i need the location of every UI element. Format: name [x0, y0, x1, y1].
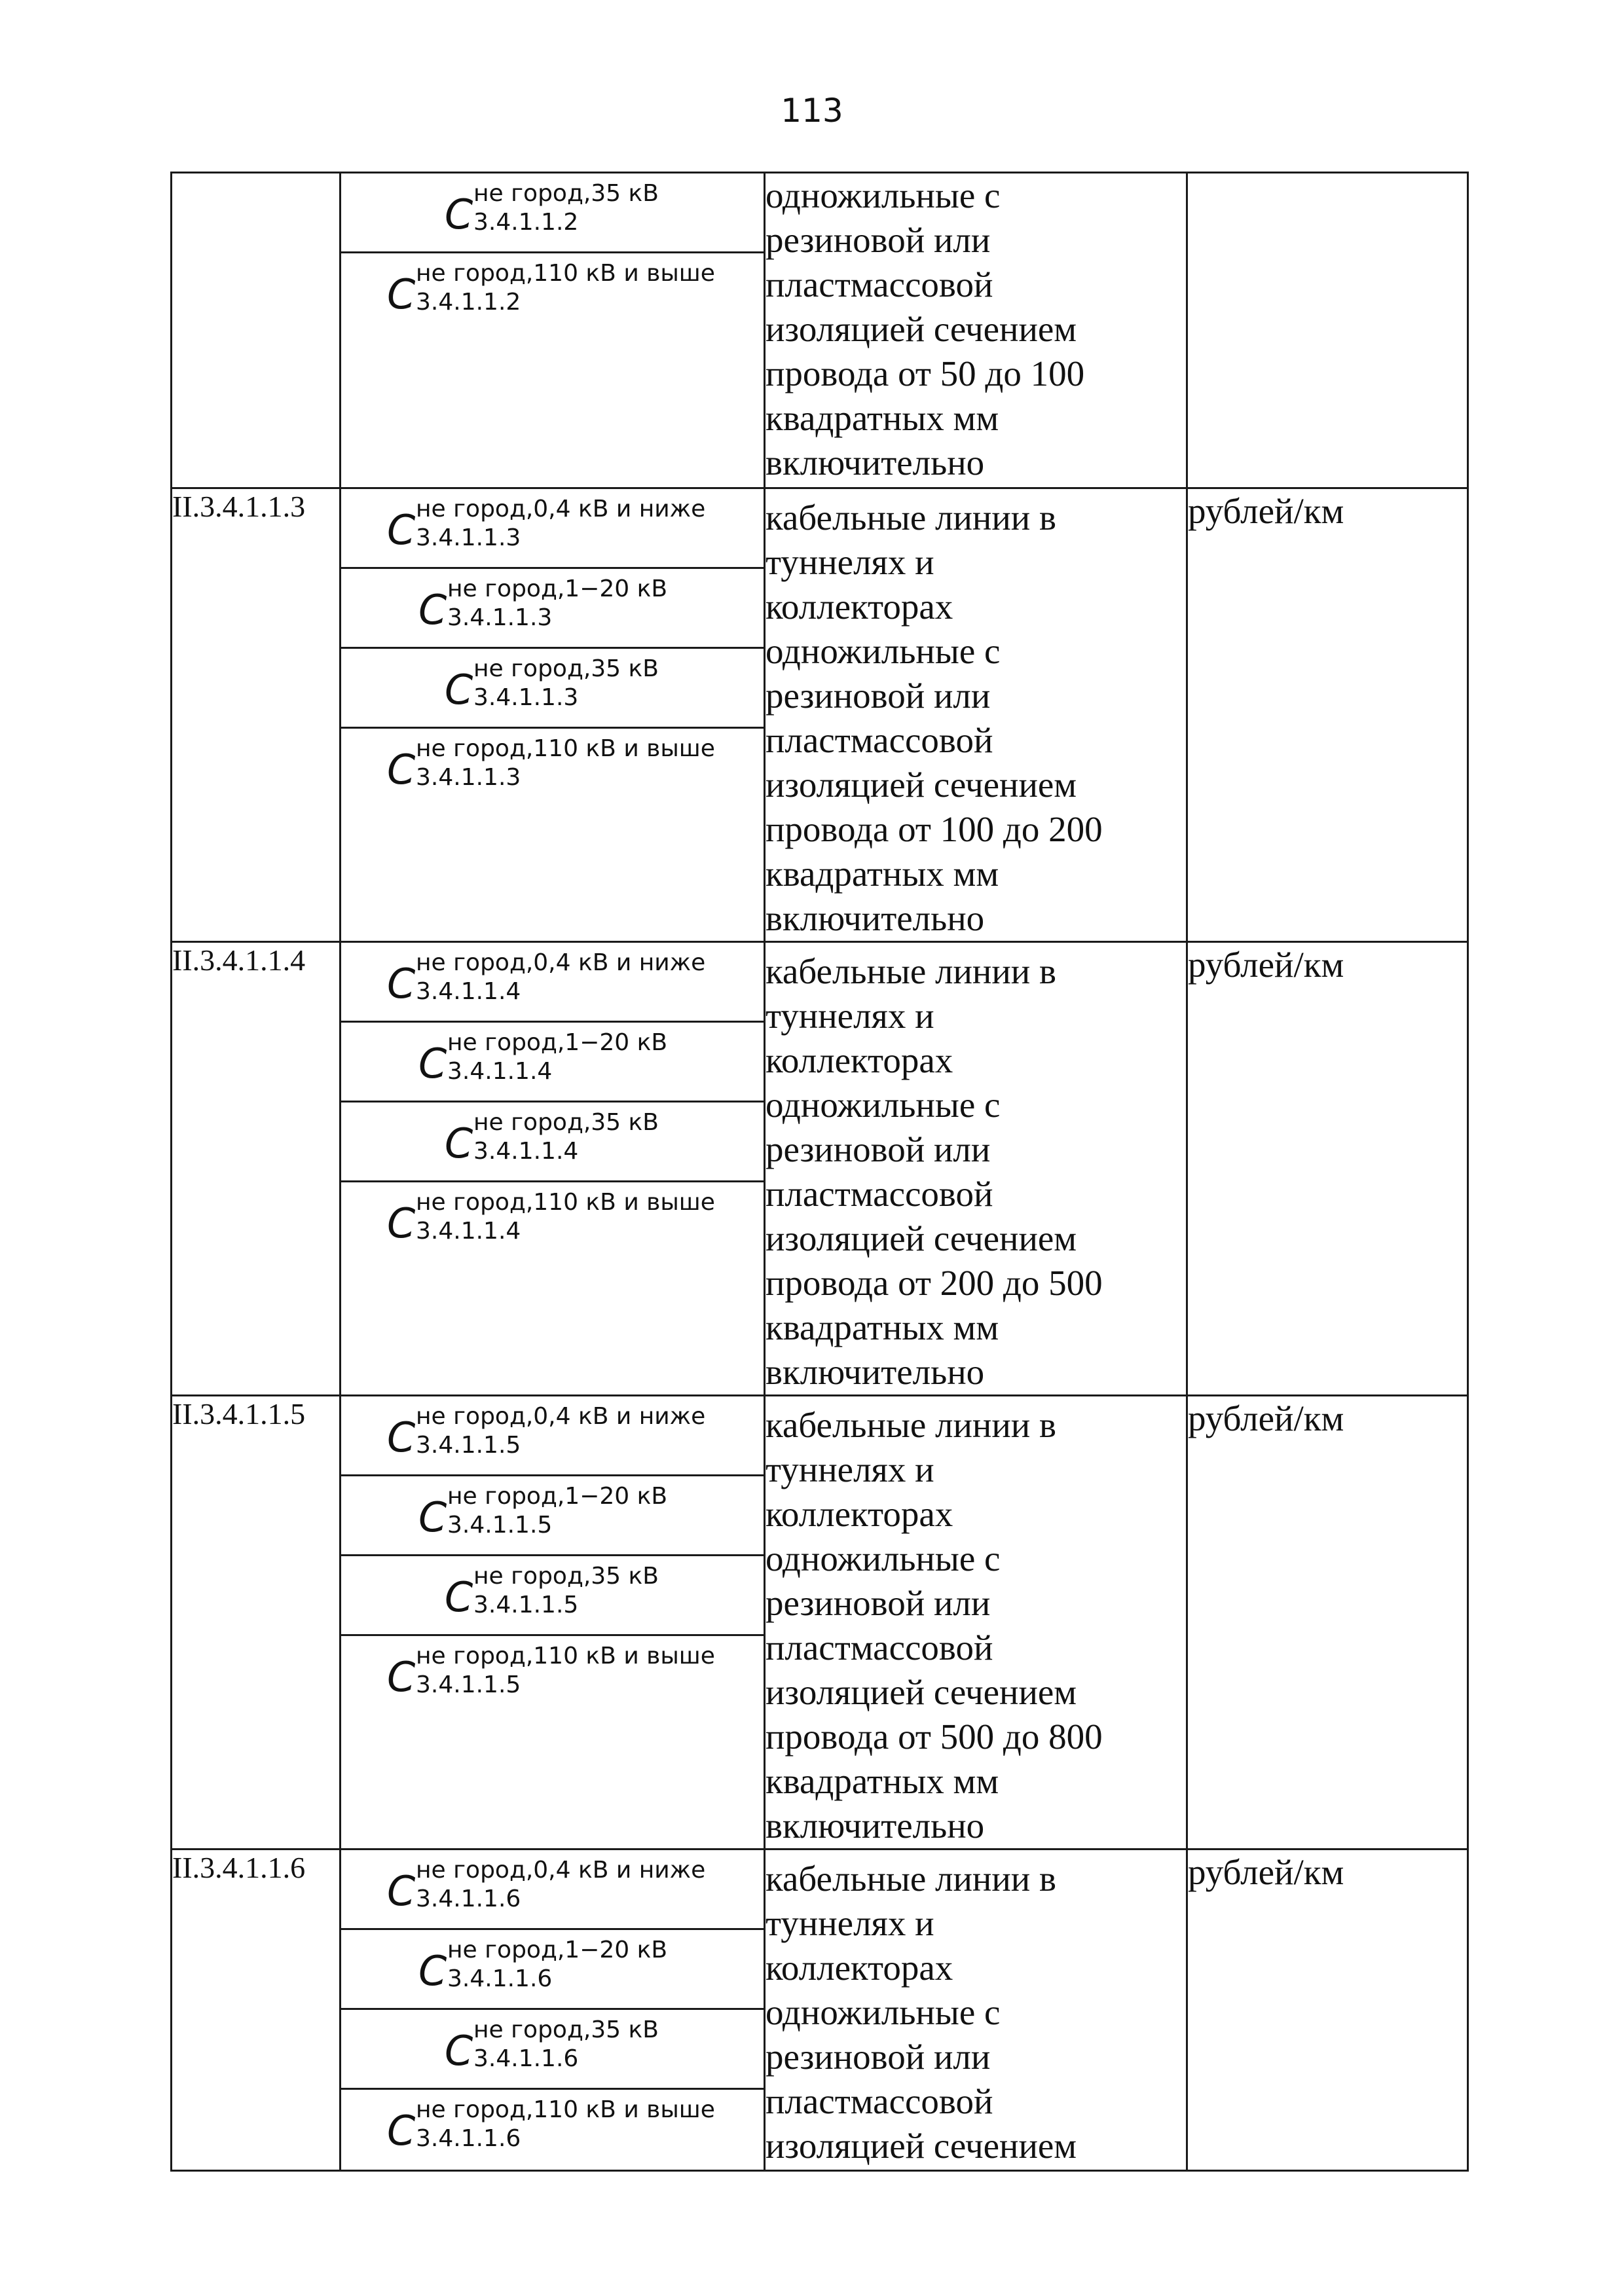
formula-symbol: C [445, 2027, 473, 2075]
description-line: резиновой или [766, 676, 991, 716]
formula-superscript: не город,110 кВ и выше [416, 2096, 715, 2123]
formula-symbol: C [387, 746, 416, 793]
formula-subscript: 3.4.1.1.2 [416, 289, 521, 316]
table-row [172, 488, 1468, 942]
formula-superscript: не город,0,4 кВ и ниже [416, 949, 706, 976]
row-code: II.3.4.1.1.6 [172, 1850, 341, 2171]
table-row [172, 942, 1468, 1396]
description-line: коллекторах [766, 1948, 953, 1988]
description-line: коллекторах [766, 1494, 953, 1534]
row-unit [1187, 173, 1468, 488]
description-line: туннелях и [766, 996, 934, 1036]
description-line: кабельные линии в [766, 951, 1056, 991]
formula-subscript: 3.4.1.1.3 [416, 524, 521, 551]
formula-cell [341, 649, 764, 729]
formula-subscript: 3.4.1.1.2 [473, 209, 579, 236]
row-code: II.3.4.1.1.4 [172, 942, 341, 1396]
formula-cell [341, 489, 764, 569]
formula-subscript: 3.4.1.1.4 [473, 1138, 579, 1165]
table-row [172, 173, 1468, 488]
formula-cell [341, 2010, 764, 2090]
formula-symbol: C [418, 1947, 447, 1995]
formula-subscript: 3.4.1.1.3 [473, 684, 579, 711]
formula-cell [341, 1396, 764, 1476]
description-line: кабельные линии в [766, 498, 1056, 538]
row-description [765, 942, 1187, 1396]
description-line: провода от 500 до 800 [766, 1717, 1103, 1757]
description-line: резиновой или [766, 1129, 991, 1169]
formula-cell [341, 1930, 764, 2010]
formula-superscript: не город,110 кВ и выше [416, 260, 715, 287]
formula-symbol: C [445, 666, 473, 714]
formula-subscript: 3.4.1.1.4 [447, 1058, 553, 1085]
description-line: кабельные линии в [766, 1405, 1056, 1445]
formula-symbol: C [418, 1493, 447, 1541]
formula-superscript: не город,0,4 кВ и ниже [416, 1857, 706, 1884]
formula-symbol: C [387, 2107, 416, 2155]
row-description [765, 173, 1187, 488]
formula-superscript: не город,35 кВ [473, 655, 659, 682]
formula-cell-group [341, 942, 765, 1396]
formula-cell [341, 729, 764, 809]
description-line: резиновой или [766, 2037, 991, 2077]
description-line: одножильные с [766, 1992, 1001, 2032]
formula-subscript: 3.4.1.1.5 [447, 1512, 553, 1539]
description-line: одножильные с [766, 1085, 1001, 1125]
formula-symbol: C [387, 1199, 416, 1247]
formula-superscript: не город,1−20 кВ [447, 1937, 668, 1963]
description-line: изоляцией сечением [766, 1672, 1077, 1712]
row-description [765, 488, 1187, 942]
formula-cell-group [341, 1396, 765, 1850]
formula-superscript: не город,110 кВ и выше [416, 1189, 715, 1216]
formula-subscript: 3.4.1.1.6 [447, 1965, 553, 1992]
formula-symbol: C [445, 191, 473, 238]
formula-symbol: C [387, 960, 416, 1008]
formula-symbol: C [418, 586, 447, 634]
formula-cell [341, 569, 764, 649]
formula-subscript: 3.4.1.1.6 [416, 1886, 521, 1912]
formula-subscript: 3.4.1.1.6 [416, 2125, 521, 2152]
formula-subscript: 3.4.1.1.4 [416, 1218, 521, 1245]
description-line: одножильные с [766, 631, 1001, 671]
formula-symbol: C [387, 270, 416, 318]
description-line: туннелях и [766, 1449, 934, 1489]
formula-subscript: 3.4.1.1.5 [416, 1671, 521, 1698]
description-line: пластмассовой [766, 264, 993, 304]
table-row [172, 1396, 1468, 1850]
formula-superscript: не город,1−20 кВ [447, 1483, 668, 1510]
formula-superscript: не город,110 кВ и выше [416, 735, 715, 762]
formula-cell-group [341, 488, 765, 942]
formula-subscript: 3.4.1.1.5 [473, 1592, 579, 1618]
description-line: коллекторах [766, 587, 953, 627]
description-line: коллекторах [766, 1040, 953, 1080]
formula-superscript: не город,35 кВ [473, 2016, 659, 2043]
description-line: включительно [766, 1352, 985, 1392]
formula-superscript: не город,1−20 кВ [447, 1029, 668, 1056]
formula-superscript: не город,35 кВ [473, 1109, 659, 1136]
formula-superscript: не город,1−20 кВ [447, 575, 668, 602]
formula-subscript: 3.4.1.1.4 [416, 978, 521, 1005]
description-line: изоляцией сечением [766, 765, 1077, 805]
description-line: включительно [766, 1806, 985, 1846]
description-line: туннелях и [766, 1903, 934, 1943]
row-code [172, 173, 341, 488]
description-line: резиновой или [766, 220, 991, 260]
formula-subscript: 3.4.1.1.3 [447, 604, 553, 631]
formula-superscript: не город,110 кВ и выше [416, 1643, 715, 1669]
row-description [765, 1396, 1187, 1850]
table-row [172, 1850, 1468, 2171]
description-line: одножильные с [766, 1539, 1001, 1578]
row-code: II.3.4.1.1.3 [172, 488, 341, 942]
row-code: II.3.4.1.1.5 [172, 1396, 341, 1850]
formula-symbol: C [445, 1573, 473, 1621]
formula-cell-group [341, 1850, 765, 2171]
formula-superscript: не город,35 кВ [473, 180, 659, 207]
formula-symbol: C [387, 506, 416, 554]
formula-cell [341, 253, 764, 333]
description-line: квадратных мм [766, 398, 999, 438]
description-line: провода от 200 до 500 [766, 1263, 1103, 1303]
description-line: квадратных мм [766, 1761, 999, 1801]
formula-symbol: C [387, 1413, 416, 1461]
formula-cell [341, 2090, 764, 2170]
description-line: пластмассовой [766, 720, 993, 760]
formula-symbol: C [445, 1120, 473, 1167]
description-line: провода от 100 до 200 [766, 809, 1103, 849]
description-line: изоляцией сечением [766, 2126, 1077, 2166]
description-line: резиновой или [766, 1583, 991, 1623]
formula-symbol: C [418, 1040, 447, 1087]
description-line: одножильные с [766, 175, 1001, 215]
formula-symbol: C [387, 1867, 416, 1915]
formula-cell [341, 1636, 764, 1716]
description-line: пластмассовой [766, 1174, 993, 1214]
description-line: провода от 50 до 100 [766, 354, 1085, 393]
formula-cell [341, 1182, 764, 1262]
row-description [765, 1850, 1187, 2171]
formula-cell [341, 943, 764, 1023]
description-line: кабельные линии в [766, 1859, 1056, 1899]
formula-cell [341, 173, 764, 253]
formula-subscript: 3.4.1.1.3 [416, 764, 521, 791]
formula-cell [341, 1102, 764, 1182]
formula-superscript: не город,0,4 кВ и ниже [416, 1403, 706, 1430]
tariff-table [170, 172, 1469, 2172]
formula-cell [341, 1476, 764, 1556]
row-unit: рублей/км [1187, 1396, 1468, 1850]
page-number: 113 [781, 92, 843, 130]
formula-symbol: C [387, 1653, 416, 1701]
description-line: включительно [766, 443, 985, 483]
row-unit: рублей/км [1187, 1850, 1468, 2171]
description-line: квадратных мм [766, 1307, 999, 1347]
formula-superscript: не город,0,4 кВ и ниже [416, 496, 706, 522]
description-line: изоляцией сечением [766, 1218, 1077, 1258]
description-line: пластмассовой [766, 2081, 993, 2121]
description-line: изоляцией сечением [766, 309, 1077, 349]
description-line: туннелях и [766, 542, 934, 582]
row-unit: рублей/км [1187, 488, 1468, 942]
description-line: квадратных мм [766, 854, 999, 894]
formula-cell [341, 1556, 764, 1636]
formula-cell [341, 1023, 764, 1102]
formula-superscript: не город,35 кВ [473, 1563, 659, 1590]
formula-subscript: 3.4.1.1.6 [473, 2045, 579, 2072]
formula-subscript: 3.4.1.1.5 [416, 1432, 521, 1459]
description-line: пластмассовой [766, 1628, 993, 1667]
formula-cell-group [341, 173, 765, 488]
description-line: включительно [766, 898, 985, 938]
row-unit: рублей/км [1187, 942, 1468, 1396]
formula-cell [341, 1850, 764, 1930]
